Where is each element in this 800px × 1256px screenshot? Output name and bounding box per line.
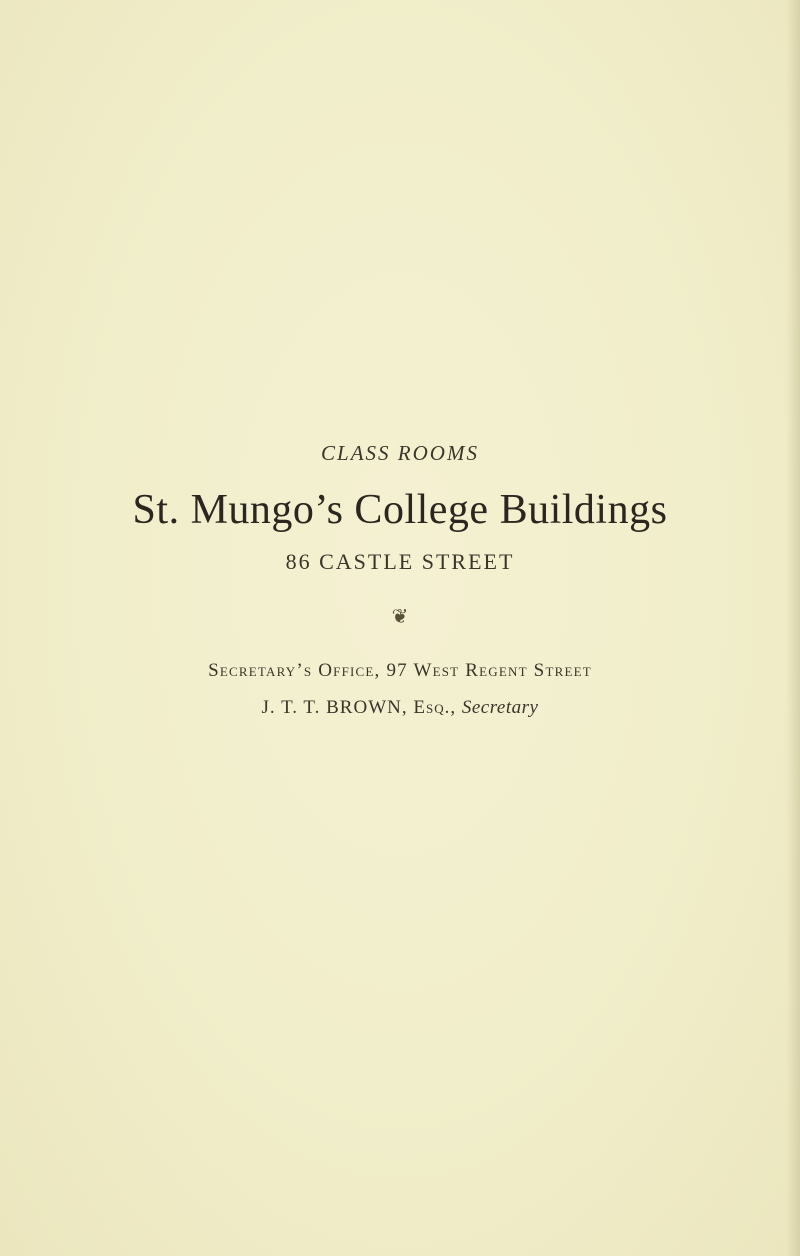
address-line: 86 CASTLE STREET [285,549,515,574]
secretary-line [0,697,800,719]
section-heading: CLASS ROOMS [321,441,479,465]
secretary-honorific: Esq., [413,697,457,718]
page-title: St. Mungo’s College Buildings [132,487,668,533]
office-line: Secretary’s Office, 97 West Regent Street [208,660,592,681]
leaf-ornament-icon: ❦ [391,606,409,628]
secretary-role: Secretary [461,697,539,718]
secretary-name: J. T. T. BROWN, [261,697,408,718]
